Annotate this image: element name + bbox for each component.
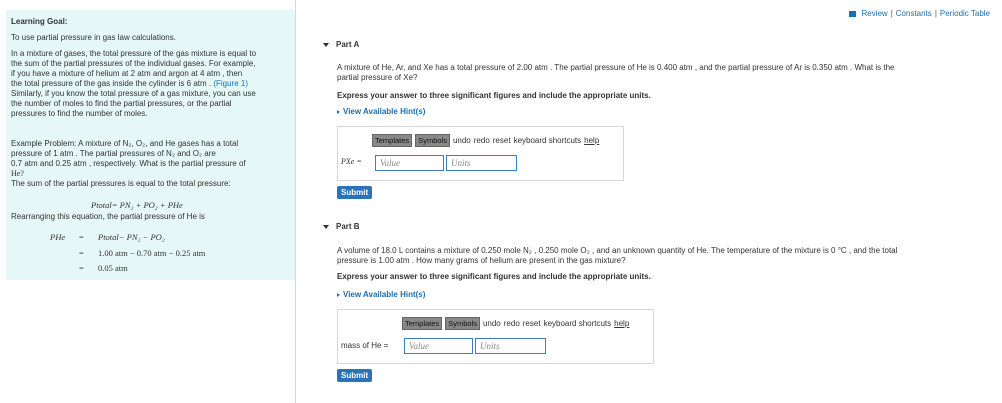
para-line: pressures to find the number of moles. [11,109,148,118]
reset-button[interactable]: reset [522,319,541,328]
learning-goal-subtitle: To use partial pressure in gas law calculations. [11,33,176,42]
example-line: pressure of 1 atm . The partial pressures of N₂ and O₂ are [11,149,216,158]
example-line: The sum of the partial pressures is equal to the total pressure: [11,179,231,188]
part-b-instructions: Express your answer to three significant figures and include the appropriate units. [337,272,651,281]
keyboard-shortcuts-button[interactable]: keyboard shortcuts [513,136,582,145]
part-b-title: Part B [336,222,360,231]
para-line [11,79,256,89]
templates-button[interactable]: Templates [402,317,442,330]
para-line: the number of moles to find the partial pressures, or the partial [11,99,232,108]
para-line: the sum of the partial pressures of the individual gases. For example, [11,59,256,68]
periodic-table-link[interactable]: Periodic Table [939,9,990,18]
question-line: pressure is 1.00 atm . How many grams of helium are present in the gas mixture? [337,256,626,265]
part-b-question [337,246,992,266]
review-link[interactable]: Review [861,9,888,18]
para-line: In a mixture of gases, the total pressure of the gas mixture is equal to [11,49,257,58]
part-a-submit-button[interactable]: Submit [337,186,372,199]
eq-row-2: 1.00 atm − 0.70 atm − 0.25 atm [98,248,206,258]
eq-row-3: 0.05 atm [98,263,128,273]
part-a-units-input[interactable]: Units [446,155,517,171]
figure-1-link[interactable]: (Figure 1) [213,79,249,88]
learning-goal-panel [0,0,296,403]
review-icon [849,11,856,17]
part-a-hint-toggle[interactable] [337,107,425,116]
eq-equals-3: = [79,263,84,273]
part-b-hint-toggle[interactable] [337,290,425,299]
question-line: A mixture of He, Ar, and Xe has a total pressure of 2.00 atm . The partial pressure of He is 0.400 atm , and the partial pressure of Ar is 0.350 atm . What is the [337,63,895,72]
eq-row-1: Ptotal− PN₂ − PO₂ [98,232,165,242]
example-line: He? [11,169,24,178]
redo-button[interactable]: redo [473,136,490,145]
reset-button[interactable]: reset [492,136,511,145]
rearranging-text: Rearranging this equation, the partial pressure of He is [11,212,205,221]
part-a-value-input[interactable]: Value [375,155,444,171]
eq-equals-2: = [79,248,84,258]
para-line: if you have a mixture of helium at 2 atm and argon at 4 atm , then [11,69,243,78]
keyboard-shortcuts-button[interactable]: keyboard shortcuts [543,319,612,328]
part-a-question [337,63,992,83]
question-line: A volume of 18.0 L contains a mixture of 0.250 mole N₂ , 0.250 mole O₂ , and an unknown quantity of He. The temperature of the mixture is 0 °C , and the total [337,246,898,255]
question-line: partial pressure of Xe? [337,73,418,82]
help-button[interactable]: help [614,319,630,328]
example-line: 0.7 atm and 0.25 atm , respectively. What is the partial pressure of [11,159,246,168]
part-a-instructions: Express your answer to three significant figures and include the appropriate units. [337,91,651,100]
example-line: Example Problem: A mixture of N₂, O₂, and He gases has a total [11,139,239,148]
sum-equation: Ptotal= PN₂ + PO₂ + PHe [91,200,183,210]
hint-label: View Available Hint(s) [343,290,426,299]
expand-triangle-icon [337,110,340,114]
collapse-triangle-icon [323,225,329,229]
top-links [849,9,990,18]
part-b-header[interactable] [323,222,360,231]
para-line: Similarly, if you know the total pressure of a gas mixture, you can use [11,89,256,98]
learning-goal-paragraph [11,49,256,119]
part-a-field-label: PXe = [341,157,362,166]
templates-button[interactable]: Templates [372,134,412,147]
learning-goal-title: Learning Goal: [11,17,68,26]
constants-link[interactable]: Constants [895,9,932,18]
undo-button[interactable]: undo [452,136,471,145]
help-button[interactable]: help [584,136,600,145]
collapse-triangle-icon [323,43,329,47]
undo-button[interactable]: undo [482,319,501,328]
expand-triangle-icon [337,293,340,297]
example-problem [11,139,246,189]
part-b-submit-button[interactable]: Submit [337,369,372,382]
separator: | [890,9,893,18]
part-b-value-input[interactable]: Value [404,338,473,354]
separator: | [934,9,937,18]
part-b-toolbar [402,317,629,330]
redo-button[interactable]: redo [503,319,520,328]
eq-equals-1: = [79,232,84,242]
part-a-toolbar [372,134,599,147]
hint-label: View Available Hint(s) [343,107,426,116]
para-line-text: the total pressure of the gas inside the cylinder is 6 atm . [11,79,214,88]
part-a-title: Part A [336,40,360,49]
symbols-button[interactable]: Symbols [415,134,450,147]
part-b-units-input[interactable]: Units [475,338,546,354]
symbols-button[interactable]: Symbols [445,317,480,330]
eq-lhs: PHe [50,232,66,242]
part-a-header[interactable] [323,40,359,49]
part-b-field-label: mass of He = [341,341,389,350]
